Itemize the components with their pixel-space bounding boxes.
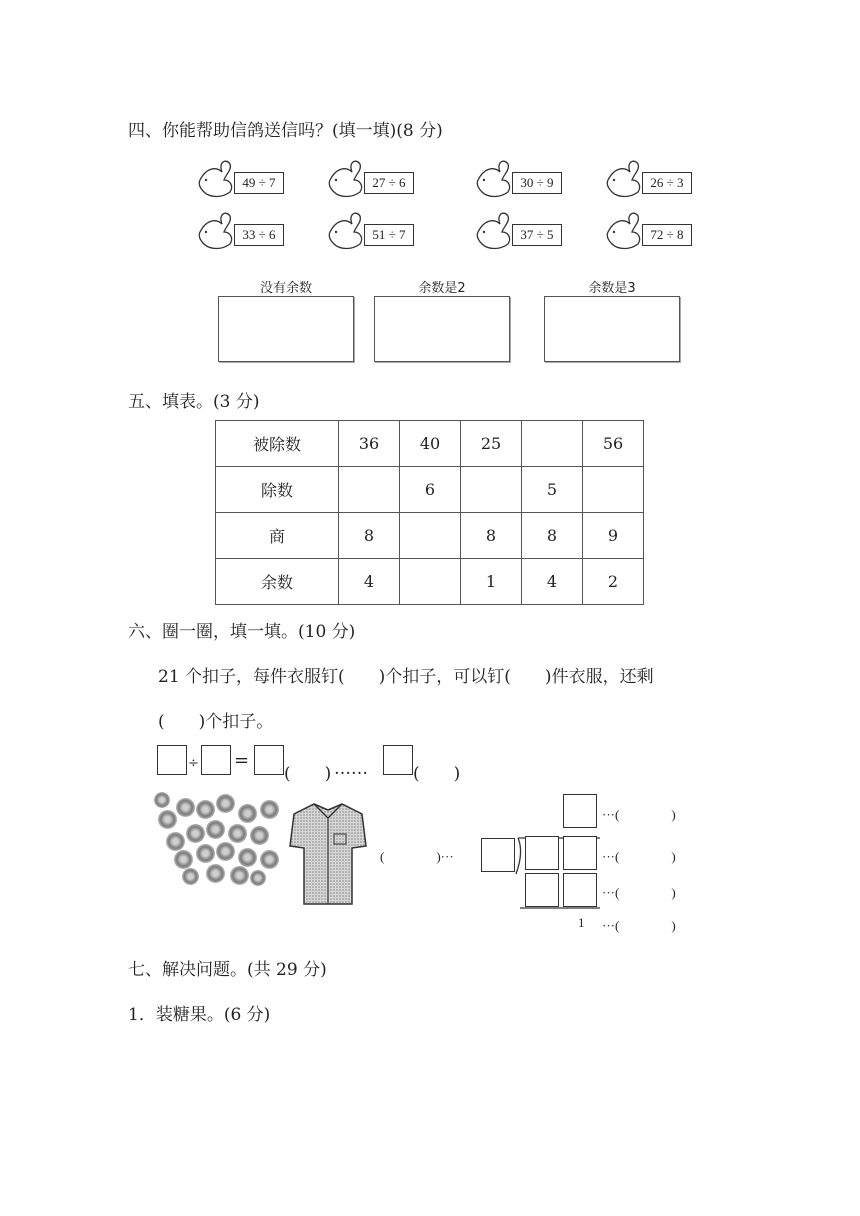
long-div-product-ones-box[interactable] (563, 873, 597, 907)
table-cell[interactable] (461, 467, 522, 513)
table-cell: 2 (583, 559, 644, 605)
table-cell[interactable] (339, 467, 400, 513)
section-4-title: 四、你能帮助信鸽送信吗？(填一填)(8 分) (128, 121, 443, 141)
answer-box-no-remainder[interactable] (218, 296, 354, 362)
long-div-row-label-3[interactable]: ···( ) (602, 885, 676, 900)
dove-card: 49 ÷ 7 (234, 172, 284, 194)
long-div-remainder-digit: 1 (578, 915, 585, 930)
dove-card: 30 ÷ 9 (512, 172, 562, 194)
divisor-box[interactable] (201, 745, 231, 775)
long-div-product-tens-box[interactable] (525, 873, 559, 907)
table-row (216, 513, 644, 559)
long-div-left-label: ( )··· (380, 849, 454, 864)
table-cell: 商 (216, 513, 339, 559)
table-cell[interactable] (583, 467, 644, 513)
buttons-illustration (152, 790, 282, 885)
table-cell[interactable] (400, 559, 461, 605)
division-table (215, 420, 644, 605)
long-div-quotient-box[interactable] (563, 794, 597, 828)
dove-4 (604, 158, 704, 202)
long-div-row-label-1[interactable]: ···( ) (602, 807, 676, 822)
table-cell: 36 (339, 421, 400, 467)
box-label-no-remainder: 没有余数 (259, 281, 312, 296)
dove-icon (474, 158, 514, 202)
dove-card: 26 ÷ 3 (642, 172, 692, 194)
box-label-remainder-3: 余数是3 (588, 281, 636, 296)
quotient-unit-blank[interactable]: ( ) (284, 764, 332, 784)
problem-text-line-1: 21 个扣子，每件衣服钉( )个扣子，可以钉( )件衣服，还剩 (158, 667, 654, 687)
table-cell: 8 (522, 513, 583, 559)
answer-box-remainder-2[interactable] (374, 296, 510, 362)
dove-2 (326, 158, 426, 202)
section-5-title: 五、填表。(3 分) (128, 392, 260, 412)
dove-icon (604, 210, 644, 254)
table-cell: 4 (339, 559, 400, 605)
remainder-box[interactable] (383, 745, 413, 775)
table-cell[interactable] (400, 513, 461, 559)
dividend-box[interactable] (157, 745, 187, 775)
question-1-title: 1．装糖果。(6 分) (128, 1005, 271, 1025)
table-cell: 6 (400, 467, 461, 513)
remainder-unit-blank[interactable]: ( ) (413, 764, 461, 784)
table-cell: 25 (461, 421, 522, 467)
answer-box-remainder-3[interactable] (544, 296, 680, 362)
dove-icon (196, 158, 236, 202)
dove-card: 72 ÷ 8 (642, 224, 692, 246)
section-6-title: 六、圈一圈，填一填。(10 分) (128, 622, 356, 642)
table-cell: 4 (522, 559, 583, 605)
table-cell: 1 (461, 559, 522, 605)
problem-text-line-2: ( )个扣子。 (158, 712, 274, 732)
section-7-title: 七、解决问题。(共 29 分) (128, 960, 327, 980)
dove-icon (196, 210, 236, 254)
dove-icon (326, 210, 366, 254)
box-label-remainder-2: 余数是2 (418, 281, 466, 296)
long-div-dividend-ones-box[interactable] (563, 836, 597, 870)
long-div-row-label-2[interactable]: ···( ) (602, 849, 676, 864)
quotient-box[interactable] (254, 745, 284, 775)
table-cell: 8 (461, 513, 522, 559)
table-row (216, 559, 644, 605)
dove-7 (474, 210, 574, 254)
table-cell: 9 (583, 513, 644, 559)
dove-card: 51 ÷ 7 (364, 224, 414, 246)
dove-card: 33 ÷ 6 (234, 224, 284, 246)
table-cell: 余数 (216, 559, 339, 605)
table-row (216, 467, 644, 513)
dove-3 (474, 158, 574, 202)
table-cell[interactable] (522, 421, 583, 467)
remainder-ellipsis: …… (334, 759, 368, 779)
table-cell: 5 (522, 467, 583, 513)
dove-1 (196, 158, 296, 202)
dove-8 (604, 210, 704, 254)
table-cell: 被除数 (216, 421, 339, 467)
dove-6 (326, 210, 426, 254)
table-row (216, 421, 644, 467)
dove-card: 27 ÷ 6 (364, 172, 414, 194)
dove-5 (196, 210, 296, 254)
dove-icon (474, 210, 514, 254)
shirt-illustration (288, 802, 368, 908)
table-cell: 8 (339, 513, 400, 559)
dove-card: 37 ÷ 5 (512, 224, 562, 246)
table-cell: 56 (583, 421, 644, 467)
dove-icon (326, 158, 366, 202)
divide-symbol: ÷ (188, 756, 199, 771)
long-div-dividend-tens-box[interactable] (525, 836, 559, 870)
table-cell: 除数 (216, 467, 339, 513)
table-cell: 40 (400, 421, 461, 467)
dove-icon (604, 158, 644, 202)
long-div-row-label-4[interactable]: ···( ) (602, 918, 676, 933)
equals-symbol: = (234, 750, 250, 771)
